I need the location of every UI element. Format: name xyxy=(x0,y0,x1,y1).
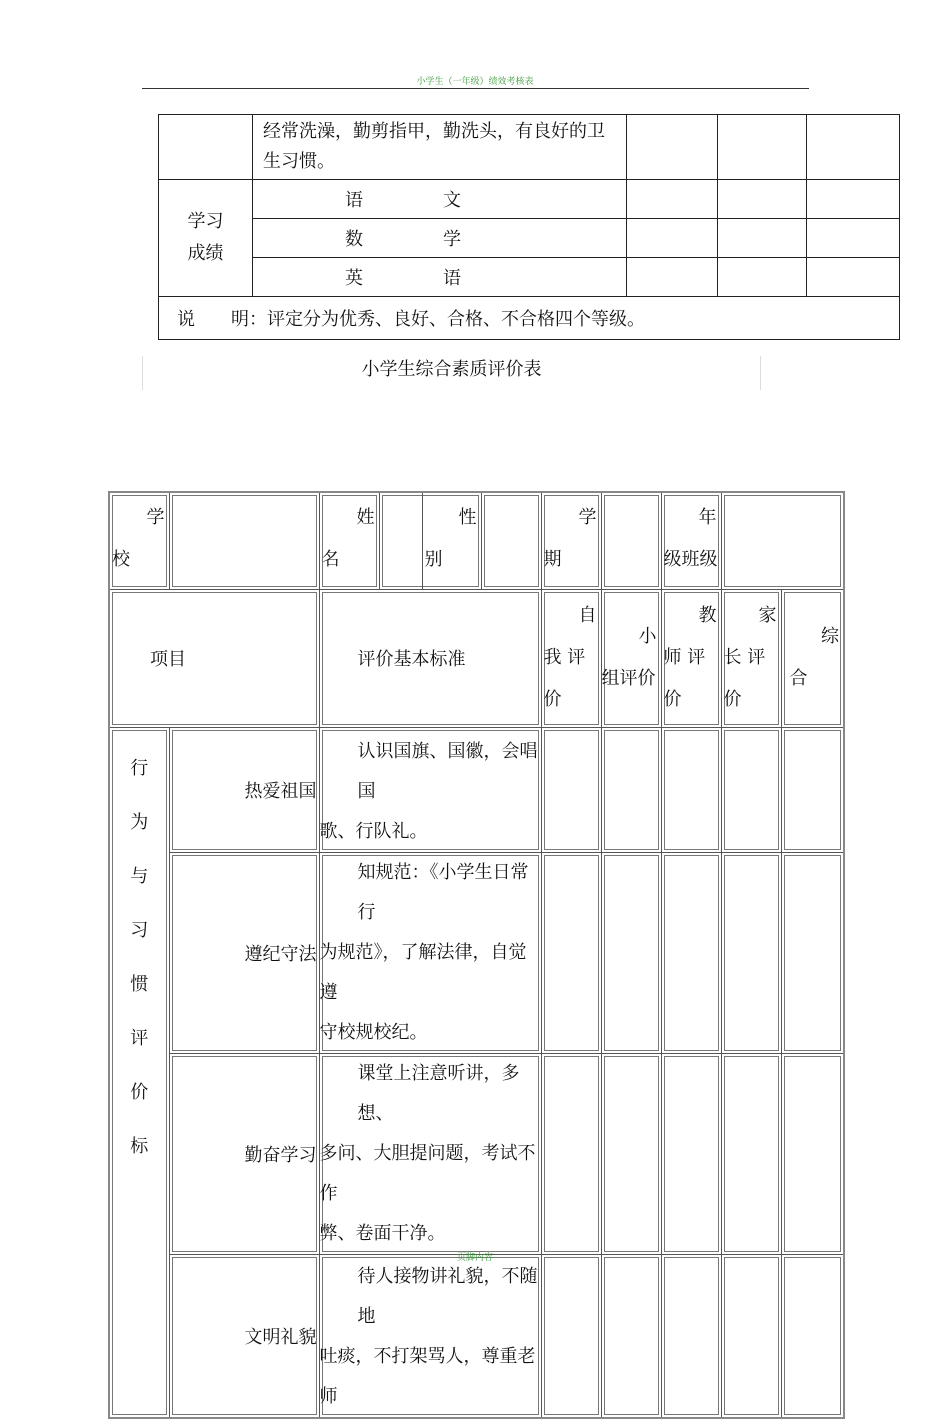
score-cell[interactable] xyxy=(721,852,781,1053)
header-char: 价 xyxy=(543,689,562,710)
label-char: 期 xyxy=(543,549,562,570)
subject-chinese xyxy=(253,180,627,219)
score-cell[interactable] xyxy=(541,727,601,852)
subject-char: 英 xyxy=(345,268,363,289)
teacher-eval-header xyxy=(661,589,721,727)
criterion-line: 生习惯。 xyxy=(263,151,335,172)
item-name: 热爱祖国 xyxy=(169,727,319,852)
term-label xyxy=(541,492,601,589)
score-cell xyxy=(807,219,900,258)
grade-field[interactable] xyxy=(721,492,844,589)
score-cell[interactable] xyxy=(721,727,781,852)
score-cell xyxy=(807,180,900,219)
label-char: 校 xyxy=(112,549,130,570)
standard-line: 为规范》，了解法律，自觉遵 xyxy=(319,941,527,1003)
score-cell[interactable] xyxy=(541,852,601,1053)
score-cell[interactable] xyxy=(661,727,721,852)
self-eval-header xyxy=(541,589,601,727)
item-standard xyxy=(319,727,541,852)
page-footer: 页脚内容 xyxy=(456,1253,493,1263)
total-header xyxy=(781,589,844,727)
header-char: 我 评 xyxy=(543,647,586,668)
label-char: 名 xyxy=(321,549,340,570)
item-name: 勤奋学习 xyxy=(169,1053,319,1254)
label-char: 级班级 xyxy=(663,549,718,570)
standard-line: 课堂上注意听讲，多想、 xyxy=(357,1062,520,1124)
standard-line: 多问、大胆提问题，考试不作 xyxy=(319,1142,536,1204)
subject-char: 学 xyxy=(443,229,461,250)
hygiene-criterion xyxy=(253,115,627,180)
gender-field[interactable] xyxy=(481,492,541,589)
criterion-line: 经常洗澡，勤剪指甲，勤洗头，有良好的卫 xyxy=(263,121,605,142)
score-cell[interactable] xyxy=(601,1053,661,1254)
item-standard xyxy=(319,1254,541,1418)
score-cell xyxy=(718,180,807,219)
header-char: 长 评 xyxy=(723,647,766,668)
standard-line: 守校规校纪。 xyxy=(319,1021,428,1043)
standard-header: 评价基本标准 xyxy=(319,589,541,727)
category-char: 行 xyxy=(130,757,149,779)
school-field[interactable] xyxy=(169,492,319,589)
item-name: 文明礼貌 xyxy=(169,1254,319,1418)
explanation-note: 说 明：评定分为优秀、良好、合格、不合格四个等级。 xyxy=(159,297,900,340)
label-char: 学 xyxy=(578,507,597,528)
score-cell[interactable] xyxy=(541,1053,601,1254)
item-header: 项目 xyxy=(109,589,319,727)
header-char: 教 xyxy=(698,605,717,626)
label-char: 年 xyxy=(698,507,717,528)
category-char: 为 xyxy=(130,811,149,833)
header-char: 师 评 xyxy=(663,647,706,668)
score-cell xyxy=(718,115,807,180)
group-eval-header xyxy=(601,589,661,727)
score-cell[interactable] xyxy=(721,1053,781,1254)
performance-table xyxy=(158,114,900,340)
category-char: 与 xyxy=(130,865,149,887)
score-cell[interactable] xyxy=(781,727,844,852)
label-char: 姓 xyxy=(356,507,375,528)
score-cell xyxy=(718,258,807,297)
standard-line: 吐痰，不打架骂人，尊重老师 xyxy=(319,1345,536,1407)
header-char: 小 xyxy=(638,626,657,647)
evaluation-table xyxy=(108,491,845,1419)
score-cell xyxy=(627,219,718,258)
subject-char: 语 xyxy=(345,190,363,211)
gender-label xyxy=(422,493,481,589)
score-cell[interactable] xyxy=(721,1254,781,1418)
score-cell[interactable] xyxy=(661,1053,721,1254)
page-header: 小学生（一年级）绩效考核表 xyxy=(416,77,534,87)
score-cell[interactable] xyxy=(781,1254,844,1418)
subject-english xyxy=(253,258,627,297)
header-rule xyxy=(142,88,809,89)
term-field[interactable] xyxy=(601,492,661,589)
study-label-line: 成绩 xyxy=(187,243,224,264)
score-cell xyxy=(807,115,900,180)
score-cell[interactable] xyxy=(601,852,661,1053)
school-label xyxy=(109,492,169,589)
category-char: 评 xyxy=(130,1027,149,1049)
empty-cell xyxy=(159,115,253,180)
score-cell[interactable] xyxy=(661,852,721,1053)
header-char: 自 xyxy=(578,605,597,626)
category-char: 标 xyxy=(130,1135,149,1157)
name-field[interactable] xyxy=(379,492,481,589)
item-standard xyxy=(319,1053,541,1254)
item-standard xyxy=(319,852,541,1053)
header-char: 综 xyxy=(821,626,839,647)
category-char: 习 xyxy=(130,919,149,941)
category-char: 价 xyxy=(130,1081,149,1103)
subject-char: 文 xyxy=(443,190,461,211)
score-cell[interactable] xyxy=(601,1254,661,1418)
subject-char: 语 xyxy=(443,268,461,289)
standard-line: 歌、行队礼。 xyxy=(319,820,428,842)
form-title: 小学生综合素质评价表 xyxy=(142,356,761,390)
header-char: 价 xyxy=(663,689,682,710)
label-char: 性 xyxy=(458,507,477,528)
score-cell[interactable] xyxy=(781,852,844,1053)
header-char: 合 xyxy=(789,668,808,689)
score-cell[interactable] xyxy=(781,1053,844,1254)
parent-eval-header xyxy=(721,589,781,727)
standard-line: 弊、卷面干净。 xyxy=(319,1222,446,1244)
score-cell[interactable] xyxy=(601,727,661,852)
score-cell[interactable] xyxy=(661,1254,721,1418)
study-label xyxy=(159,180,253,297)
score-cell xyxy=(627,258,718,297)
header-char: 家 xyxy=(758,605,777,626)
subject-math xyxy=(253,219,627,258)
score-cell xyxy=(718,219,807,258)
item-name: 遵纪守法 xyxy=(169,852,319,1053)
name-label xyxy=(319,492,379,589)
label-char: 别 xyxy=(424,549,443,570)
standard-line: 待人接物讲礼貌，不随地 xyxy=(357,1265,538,1327)
study-label-line: 学习 xyxy=(187,211,224,232)
header-char: 组评价 xyxy=(601,668,656,689)
behavior-category xyxy=(109,727,169,1418)
score-cell xyxy=(627,115,718,180)
grade-label xyxy=(661,492,721,589)
score-cell xyxy=(807,258,900,297)
standard-line: 认识国旗、国徽，会唱国 xyxy=(357,740,538,802)
subject-char: 数 xyxy=(345,229,363,250)
label-char: 学 xyxy=(146,507,165,528)
standard-line: 知规范：《小学生日常行 xyxy=(357,861,529,923)
score-cell xyxy=(627,180,718,219)
header-char: 价 xyxy=(723,689,742,710)
category-char: 惯 xyxy=(130,973,149,995)
score-cell[interactable] xyxy=(541,1254,601,1418)
